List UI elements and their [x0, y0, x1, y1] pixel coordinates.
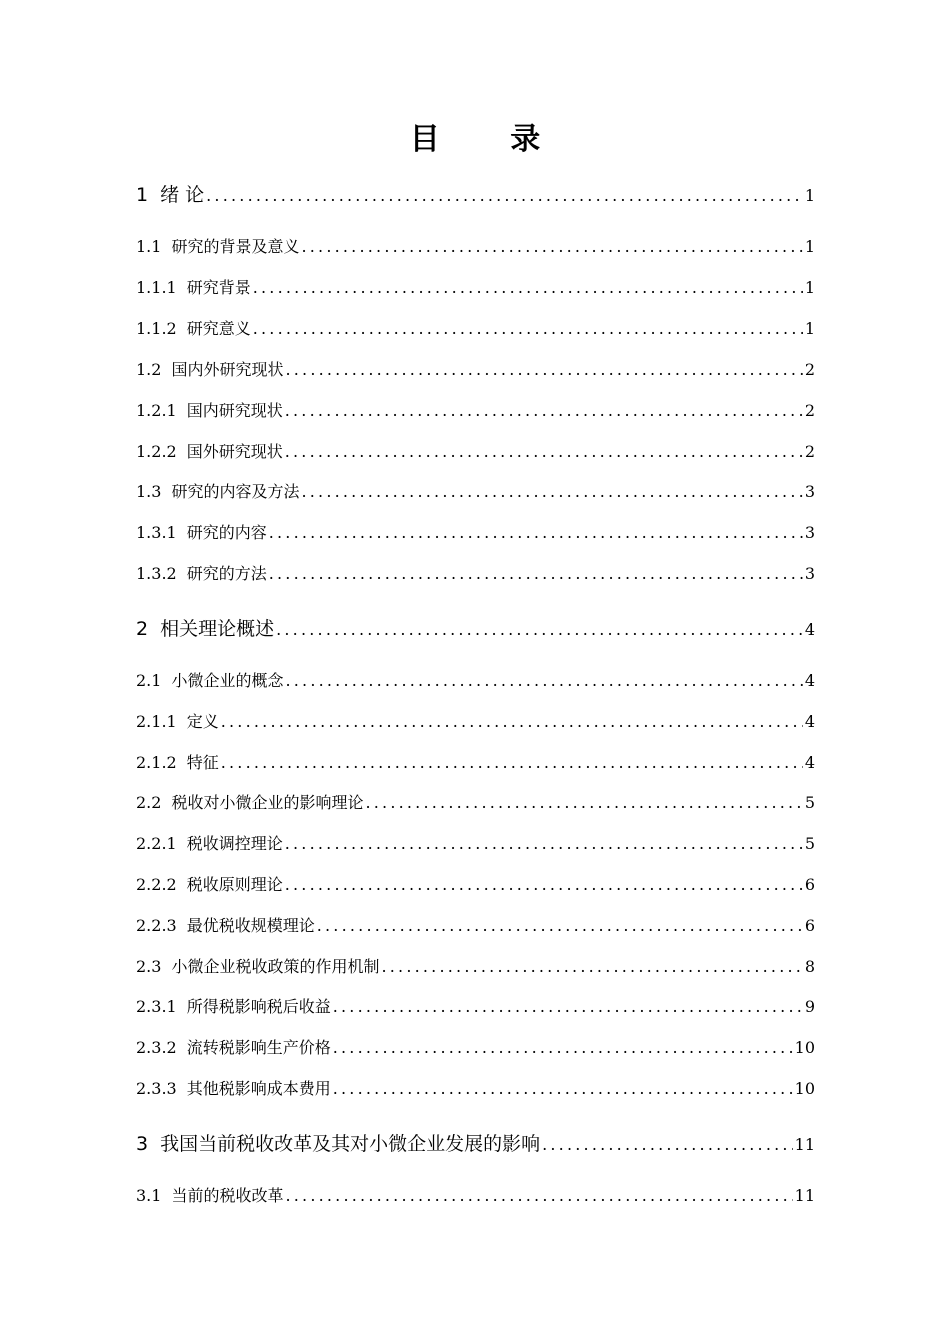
toc-entry-label: 当前的税收改革: [171, 1186, 284, 1205]
toc-entry-label: 研究的内容及方法: [171, 482, 300, 501]
toc-entry-number: 1.2.2: [136, 442, 177, 461]
toc-entry-label: 税收对小微企业的影响理论: [171, 793, 364, 812]
toc-entry-label: 特征: [186, 753, 219, 772]
toc-entry-page-number: 9: [804, 997, 815, 1016]
toc-entry[interactable]: [136, 318, 815, 340]
toc-entry-number: 1.1: [136, 237, 162, 256]
toc-entry-page-number: 5: [804, 834, 815, 853]
toc-entry-label: 国内外研究现状: [171, 360, 284, 379]
toc-entry-page-number: 10: [794, 1079, 815, 1098]
dot-leader: [381, 956, 802, 978]
toc-entry[interactable]: [136, 1037, 815, 1059]
toc-entry-number: 2.3.1: [136, 997, 177, 1016]
toc-entry[interactable]: [136, 752, 815, 774]
toc-entry-number: 3: [136, 1133, 149, 1155]
toc-entry[interactable]: [136, 833, 815, 855]
toc-entry-label: 我国当前税收改革及其对小微企业发展的影响: [160, 1133, 541, 1155]
toc-entry-number: 2: [136, 618, 149, 640]
dot-leader: [269, 522, 803, 544]
toc-entry-page-number: 1: [804, 186, 815, 205]
toc-entry-page-number: 3: [804, 482, 815, 501]
toc-entry-number: 1.1.2: [136, 319, 177, 338]
toc-entry[interactable]: [136, 996, 815, 1018]
toc-entry-page-number: 5: [804, 793, 815, 812]
dot-leader: [206, 183, 803, 209]
toc-entry-label: 研究的方法: [186, 564, 267, 583]
dot-leader: [285, 441, 803, 463]
toc-entry-label: 绪 论: [160, 184, 205, 206]
dot-leader: [285, 874, 803, 896]
toc-entry-label: 其他税影响成本费用: [186, 1079, 331, 1098]
toc-entry-number: 3.1: [136, 1186, 162, 1205]
toc-entry-page-number: 1: [804, 319, 815, 338]
toc-entry[interactable]: [136, 400, 815, 422]
toc-entry[interactable]: [136, 1078, 815, 1100]
toc-entry-number: 2.2.2: [136, 875, 177, 894]
toc-entry[interactable]: [136, 792, 815, 814]
toc-entry-page-number: 3: [804, 523, 815, 542]
toc-entry-page-number: 2: [804, 360, 815, 379]
toc-entry-page-number: 11: [794, 1186, 815, 1205]
toc-entry[interactable]: [136, 956, 815, 978]
toc-entry-number: 2.2.3: [136, 916, 177, 935]
toc-entry[interactable]: [136, 1185, 815, 1207]
toc-entry-number: 2.2: [136, 793, 162, 812]
toc-entry-label: 研究意义: [186, 319, 251, 338]
dot-leader: [542, 1132, 793, 1158]
dot-leader: [301, 236, 802, 258]
toc-entry[interactable]: [136, 874, 815, 896]
dot-leader: [365, 792, 802, 814]
toc-entry-number: 2.3: [136, 957, 162, 976]
toc-entry-page-number: 3: [804, 564, 815, 583]
toc-entry-number: 2.3.2: [136, 1038, 177, 1057]
dot-leader: [301, 481, 802, 503]
toc-entry-page-number: 2: [804, 401, 815, 420]
toc-entry-number: 1.3.2: [136, 564, 177, 583]
toc-entry-number: 2.1.2: [136, 753, 177, 772]
toc-entry-label: 研究的内容: [186, 523, 267, 542]
toc-entry-number: 2.1.1: [136, 712, 177, 731]
toc-entry-label: 税收原则理论: [186, 875, 283, 894]
toc-entry[interactable]: [136, 915, 815, 937]
toc-entry-label: 定义: [186, 712, 219, 731]
toc-entry[interactable]: [136, 711, 815, 733]
toc-entry-page-number: 6: [804, 875, 815, 894]
dot-leader: [333, 996, 803, 1018]
toc-entry-page-number: 6: [804, 916, 815, 935]
toc-entry-page-number: 4: [804, 671, 815, 690]
toc-entry[interactable]: [136, 1131, 815, 1158]
toc-entry-label: 所得税影响税后收益: [186, 997, 331, 1016]
toc-entry[interactable]: [136, 182, 815, 209]
dot-leader: [285, 670, 802, 692]
toc-entry-number: 1.2.1: [136, 401, 177, 420]
toc-entry-page-number: 1: [804, 237, 815, 256]
toc-entry[interactable]: [136, 522, 815, 544]
dot-leader: [333, 1078, 793, 1100]
dot-leader: [285, 400, 803, 422]
dot-leader: [285, 833, 803, 855]
toc-entry-page-number: 4: [804, 712, 815, 731]
toc-entry-label: 流转税影响生产价格: [186, 1038, 331, 1057]
toc-title: 目 录: [409, 122, 571, 157]
toc-entry[interactable]: [136, 670, 815, 692]
toc-entry-label: 研究背景: [186, 278, 251, 297]
dot-leader: [253, 318, 803, 340]
toc-entry-label: 研究的背景及意义: [171, 237, 300, 256]
toc-entry[interactable]: [136, 441, 815, 463]
dot-leader: [253, 277, 803, 299]
toc-entry-page-number: 1: [804, 278, 815, 297]
dot-leader: [285, 359, 802, 381]
dot-leader: [221, 752, 803, 774]
toc-entry-label: 小微企业税收政策的作用机制: [171, 957, 380, 976]
toc-entry-number: 2.3.3: [136, 1079, 177, 1098]
toc-entry-label: 相关理论概述: [160, 618, 275, 640]
dot-leader: [285, 1185, 792, 1207]
toc-entry-number: 1: [136, 184, 149, 206]
dot-leader: [269, 563, 803, 585]
toc-entry[interactable]: [136, 277, 815, 299]
toc-entry[interactable]: [136, 236, 815, 258]
toc-entry-page-number: 11: [794, 1135, 815, 1154]
dot-leader: [276, 617, 803, 643]
toc-entry-number: 1.1.1: [136, 278, 177, 297]
toc-entry-label: 最优税收规模理论: [186, 916, 315, 935]
toc-entry-page-number: 2: [804, 442, 815, 461]
toc-entry-page-number: 8: [804, 957, 815, 976]
toc-entry-number: 2.1: [136, 671, 162, 690]
dot-leader: [317, 915, 803, 937]
dot-leader: [221, 711, 803, 733]
toc-entry[interactable]: [136, 481, 815, 503]
toc-entry-number: 1.2: [136, 360, 162, 379]
toc-entry-label: 国内研究现状: [186, 401, 283, 420]
toc-entry-number: 1.3: [136, 482, 162, 501]
toc-entry-label: 国外研究现状: [186, 442, 283, 461]
toc-entry[interactable]: [136, 616, 815, 643]
toc-entry-page-number: 4: [804, 753, 815, 772]
toc-entry-number: 1.3.1: [136, 523, 177, 542]
toc-entry-label: 小微企业的概念: [171, 671, 284, 690]
toc-entry-number: 2.2.1: [136, 834, 177, 853]
dot-leader: [333, 1037, 793, 1059]
toc-entry[interactable]: [136, 563, 815, 585]
toc-entry-label: 税收调控理论: [186, 834, 283, 853]
toc-entry[interactable]: [136, 359, 815, 381]
toc-entry-page-number: 10: [794, 1038, 815, 1057]
toc-entry-page-number: 4: [804, 620, 815, 639]
